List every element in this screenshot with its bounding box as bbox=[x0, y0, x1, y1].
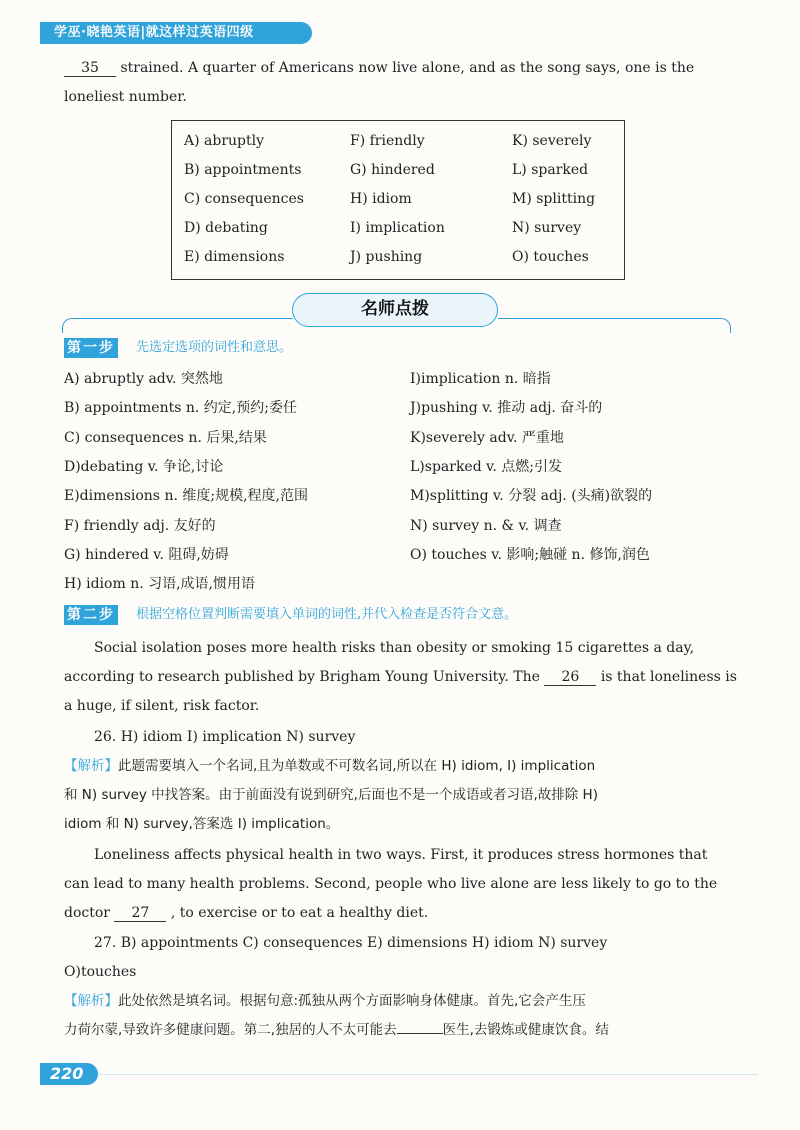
option-o: O) touches bbox=[512, 249, 589, 265]
step1-text: 先选定选项的词性和意思。 bbox=[136, 340, 293, 355]
vocab-h: H) idiom n. 习语,成语,惯用语 bbox=[64, 576, 256, 592]
option-i: I) implication bbox=[350, 220, 445, 236]
vocab-l: L)sparked v. 点燃;引发 bbox=[410, 459, 562, 475]
para2-line-3 bbox=[64, 903, 428, 923]
q27-analysis-line-1 bbox=[64, 991, 586, 1011]
para1-line-2-post: is that loneliness is bbox=[600, 669, 737, 685]
q26-analysis-text-1: 此题需要填入一个名词,且为单数或不可数名词,所以在 H) idiom, I) implication bbox=[118, 758, 596, 774]
vocab-f: F) friendly adj. 友好的 bbox=[64, 518, 216, 534]
option-n: N) survey bbox=[512, 220, 582, 236]
vocab-i: I)implication n. 暗指 bbox=[410, 371, 551, 387]
option-g: G) hindered bbox=[350, 162, 435, 178]
passage-line-1-text: strained. A quarter of Americans now live alone, and as the song says, one is the bbox=[120, 60, 695, 76]
q27-analysis-line-2 bbox=[64, 1020, 609, 1040]
para2-line-2: can lead to many health problems. Second, people who live alone are less likely to go to the bbox=[64, 876, 718, 892]
blank-26: 26 bbox=[544, 669, 596, 686]
vocab-o: O) touches v. 影响;触碰 n. 修饰,润色 bbox=[410, 547, 650, 563]
vocab-m: M)splitting v. 分裂 adj. (头痛)欲裂的 bbox=[410, 488, 653, 504]
para2-line-3-post: , to exercise or to eat a healthy diet. bbox=[170, 905, 429, 921]
running-header: 学巫·晓艳英语|就这样过英语四级 bbox=[40, 22, 312, 44]
vocab-b: B) appointments n. 约定,预约;委任 bbox=[64, 400, 297, 416]
q27-choices: 27. B) appointments C) consequences E) dimensions H) idiom N) survey bbox=[94, 935, 608, 951]
vocab-e: E)dimensions n. 维度;规模,程度,范围 bbox=[64, 488, 308, 504]
option-b: B) appointments bbox=[184, 162, 302, 178]
option-e: E) dimensions bbox=[184, 249, 285, 265]
para1-line-1: Social isolation poses more health risks than obesity or smoking 15 cigarettes a day, bbox=[94, 640, 695, 656]
vocab-c: C) consequences n. 后果,结果 bbox=[64, 430, 267, 446]
vocab-a: A) abruptly adv. 突然地 bbox=[64, 371, 223, 387]
option-m: M) splitting bbox=[512, 191, 596, 207]
option-l: L) sparked bbox=[512, 162, 589, 178]
q26-choices: 26. H) idiom I) implication N) survey bbox=[94, 729, 356, 745]
tips-divider-left bbox=[62, 318, 293, 333]
option-k: K) severely bbox=[512, 133, 592, 149]
q27-choices-2: O)touches bbox=[64, 964, 137, 980]
options-box bbox=[171, 120, 625, 280]
para2-line-3-pre: doctor bbox=[64, 905, 110, 921]
q27-analysis-text-2-post: 医生,去锻炼或健康饮食。结 bbox=[442, 1022, 609, 1038]
tips-title: 名师点拨 bbox=[292, 293, 498, 327]
option-f: F) friendly bbox=[350, 133, 425, 149]
step2-text: 根据空格位置判断需要填入单词的词性,并代入检查是否符合文意。 bbox=[136, 607, 518, 622]
q26-analysis-line-3: idiom 和 N) survey,答案选 I) implication。 bbox=[64, 816, 340, 832]
blank-35: 35 bbox=[64, 60, 116, 77]
vocab-d: D)debating v. 争论,讨论 bbox=[64, 459, 224, 475]
q27-analysis-blank bbox=[397, 1033, 443, 1034]
vocab-j: J)pushing v. 推动 adj. 奋斗的 bbox=[410, 400, 603, 416]
tips-divider-right bbox=[498, 318, 731, 333]
vocab-g: G) hindered v. 阻碍,妨碍 bbox=[64, 547, 229, 563]
page-number: 220 bbox=[40, 1063, 98, 1085]
q27-analysis-text-1: 此处依然是填名词。根据句意:孤独从两个方面影响身体健康。首先,它会产生压 bbox=[118, 993, 586, 1009]
q26-analysis-label: 【解析】 bbox=[64, 758, 118, 774]
q27-analysis-label: 【解析】 bbox=[64, 993, 118, 1009]
footer-rule bbox=[98, 1074, 758, 1075]
q26-analysis-line-1 bbox=[64, 756, 595, 776]
step2-badge: 第二步 bbox=[64, 605, 118, 625]
para2-line-1: Loneliness affects physical health in two ways. First, it produces stress hormones that bbox=[94, 847, 708, 863]
step1-badge: 第一步 bbox=[64, 338, 118, 358]
vocab-k: K)severely adv. 严重地 bbox=[410, 430, 564, 446]
option-h: H) idiom bbox=[350, 191, 412, 207]
blank-27: 27 bbox=[114, 905, 166, 922]
option-c: C) consequences bbox=[184, 191, 304, 207]
option-d: D) debating bbox=[184, 220, 268, 236]
vocab-n: N) survey n. & v. 调查 bbox=[410, 518, 562, 534]
q27-analysis-text-2-pre: 力荷尔蒙,导致许多健康问题。第二,独居的人不太可能去 bbox=[64, 1022, 397, 1038]
q26-analysis-line-2: 和 N) survey 中找答案。由于前面没有说到研究,后面也不是一个成语或者习语,故排除 H) bbox=[64, 787, 598, 803]
option-a: A) abruptly bbox=[184, 133, 265, 149]
para1-line-2-pre: according to research published by Brigham Young University. The bbox=[64, 669, 540, 685]
passage-line-1 bbox=[64, 58, 694, 78]
para1-line-2 bbox=[64, 667, 737, 687]
passage-line-2: loneliest number. bbox=[64, 89, 187, 105]
para1-line-3: a huge, if silent, risk factor. bbox=[64, 698, 260, 714]
option-j: J) pushing bbox=[350, 249, 423, 265]
